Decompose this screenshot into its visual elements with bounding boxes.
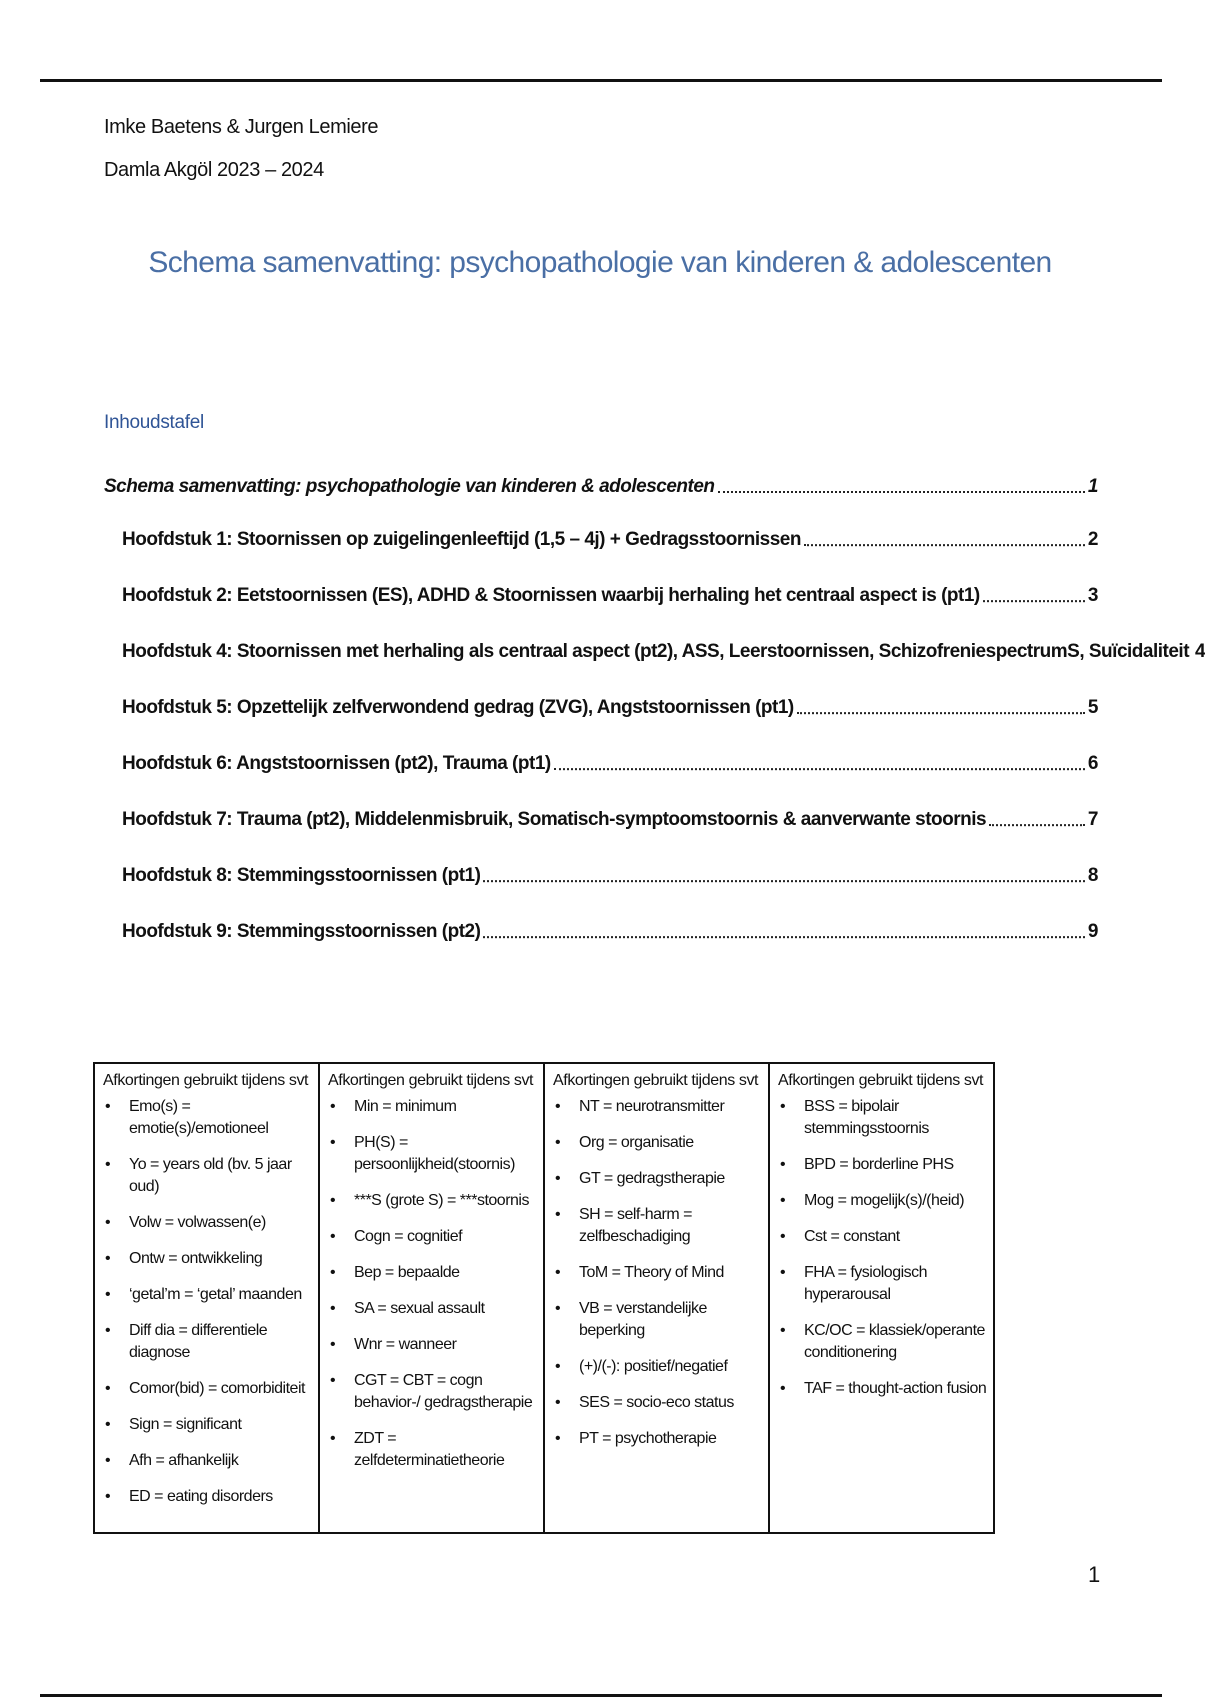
toc-entry[interactable] [104, 635, 1205, 664]
toc-entry[interactable] [104, 915, 1098, 944]
toc-entry[interactable] [104, 470, 1098, 498]
toc-entry-page: 6 [1087, 752, 1098, 775]
abbreviation-item: • Cst = constant [778, 1226, 987, 1248]
abbreviation-item: • (+)/(-): positief/negatief [553, 1356, 762, 1378]
abbreviation-item: • Yo = years old (bv. 5 jaar oud) [103, 1154, 312, 1198]
author-names: Imke Baetens & Jurgen Lemiere [104, 116, 379, 138]
toc-entry[interactable] [104, 747, 1098, 776]
toc-entry-label: Hoofdstuk 8: Stemmingsstoornissen (pt1) [122, 864, 481, 887]
abbreviations-title: Afkortingen gebruikt tijdens svt [103, 1072, 309, 1089]
abbreviations-column [94, 1063, 319, 1533]
abbreviation-item: • VB = verstandelijke beperking [553, 1298, 762, 1342]
abbreviation-item: • SH = self-harm = zelfbeschadiging [553, 1204, 762, 1248]
toc-entry-page: 5 [1087, 696, 1098, 719]
abbreviations-title: Afkortingen gebruikt tijdens svt [553, 1072, 759, 1089]
toc-entry-label: Schema samenvatting: psychopathologie van kinderen & adolescenten [104, 476, 715, 497]
abbreviation-item: • CGT = CBT = cogn behavior-/ gedragstherapie [328, 1370, 537, 1414]
abbreviation-item: • PH(S) = persoonlijkheid(stoornis) [328, 1132, 537, 1176]
toc-entry-page: 4 [1195, 640, 1205, 663]
abbreviation-item: • ***S (grote S) = ***stoornis [328, 1190, 537, 1212]
abbreviations-column [544, 1063, 769, 1533]
toc-entry-label: Hoofdstuk 1: Stoornissen op zuigelingenleeftijd (1,5 – 4j) + Gedragsstoornissen [122, 528, 801, 551]
abbreviation-item: • Sign = significant [103, 1414, 312, 1436]
toc-entry-label: Hoofdstuk 6: Angststoornissen (pt2), Trauma (pt1) [122, 752, 551, 775]
toc-entry-label: Hoofdstuk 5: Opzettelijk zelfverwondend gedrag (ZVG), Angststoornissen (pt1) [122, 696, 794, 719]
abbreviations-list [553, 1096, 762, 1450]
author-block [104, 106, 378, 192]
abbreviations-table [93, 1062, 995, 1534]
abbreviations-list [103, 1096, 312, 1508]
abbreviation-item: • SES = socio-eco status [553, 1392, 762, 1414]
bottom-rule [40, 1694, 1162, 1697]
toc-entry[interactable] [104, 691, 1098, 720]
toc-entry[interactable] [104, 523, 1098, 552]
abbreviation-item: • GT = gedragstherapie [553, 1168, 762, 1190]
table-of-contents [104, 470, 1205, 971]
abbreviations-row [94, 1063, 994, 1533]
toc-dot-leader [483, 935, 1085, 938]
abbreviation-item: • TAF = thought-action fusion [778, 1378, 987, 1400]
abbreviation-item: • NT = neurotransmitter [553, 1096, 762, 1118]
toc-dot-leader [554, 767, 1085, 770]
abbreviation-item: • ToM = Theory of Mind [553, 1262, 762, 1284]
toc-entry[interactable] [104, 579, 1098, 608]
top-rule [40, 79, 1162, 82]
toc-entry-label: Hoofdstuk 2: Eetstoornissen (ES), ADHD & Stoornissen waarbij herhaling het centraal aspect is (pt1) [122, 584, 980, 607]
abbreviation-item: • Org = organisatie [553, 1132, 762, 1154]
abbreviation-item: • Wnr = wanneer [328, 1334, 537, 1356]
abbreviations-title: Afkortingen gebruikt tijdens svt [328, 1072, 534, 1089]
abbreviation-item: • Afh = afhankelijk [103, 1450, 312, 1472]
abbreviation-item: • FHA = fysiologisch hyperarousal [778, 1262, 987, 1306]
abbreviation-item: • PT = psychotherapie [553, 1428, 762, 1450]
abbreviation-item: • Min = minimum [328, 1096, 537, 1118]
abbreviations-title: Afkortingen gebruikt tijdens svt [778, 1072, 984, 1089]
abbreviation-item: • ED = eating disorders [103, 1486, 312, 1508]
abbreviations-list [328, 1096, 537, 1472]
toc-entry-page: 3 [1087, 584, 1098, 607]
student-and-year: Damla Akgöl 2023 – 2024 [104, 159, 324, 181]
abbreviations-column [769, 1063, 994, 1533]
abbreviation-item: • Comor(bid) = comorbiditeit [103, 1378, 312, 1400]
abbreviation-item: • SA = sexual assault [328, 1298, 537, 1320]
abbreviation-item: • BPD = borderline PHS [778, 1154, 987, 1176]
abbreviation-item: • Mog = mogelijk(s)/(heid) [778, 1190, 987, 1212]
toc-entry-label: Hoofdstuk 7: Trauma (pt2), Middelenmisbruik, Somatisch-symptoomstoornis & aanverwante stoornis [122, 808, 987, 831]
abbreviation-item: • Ontw = ontwikkeling [103, 1248, 312, 1270]
abbreviation-item: • BSS = bipolair stemmingsstoornis [778, 1096, 987, 1140]
toc-entry-label: Hoofdstuk 4: Stoornissen met herhaling als centraal aspect (pt2), ASS, Leerstoornissen, SchizofreniespectrumS, Suïcidaliteit [122, 640, 1190, 663]
toc-dot-leader [718, 490, 1085, 493]
toc-heading: Inhoudstafel [104, 412, 204, 433]
document-title: Schema samenvatting: psychopathologie van kinderen & adolescenten [148, 246, 1052, 279]
abbreviations-column [319, 1063, 544, 1533]
abbreviation-item: • ZDT = zelfdeterminatietheorie [328, 1428, 537, 1472]
toc-dot-leader [804, 543, 1085, 546]
abbreviation-item: • Bep = bepaalde [328, 1262, 537, 1284]
toc-entry-page: 7 [1087, 808, 1098, 831]
toc-entry[interactable] [104, 859, 1098, 888]
toc-entry-label: Hoofdstuk 9: Stemmingsstoornissen (pt2) [122, 920, 481, 943]
toc-dot-leader [983, 599, 1085, 602]
abbreviation-item: • ‘getal’m = ‘getal’ maanden [103, 1284, 312, 1306]
toc-entry-page: 2 [1087, 528, 1098, 551]
abbreviations-list [778, 1096, 987, 1400]
abbreviation-item: • Cogn = cognitief [328, 1226, 537, 1248]
page-number: 1 [1088, 1562, 1101, 1587]
toc-entry[interactable] [104, 803, 1098, 832]
toc-entry-page: 1 [1087, 476, 1098, 497]
abbreviation-item: • Diff dia = differentiele diagnose [103, 1320, 312, 1364]
toc-dot-leader [797, 711, 1085, 714]
toc-dot-leader [989, 823, 1085, 826]
abbreviation-item: • Emo(s) = emotie(s)/emotioneel [103, 1096, 312, 1140]
toc-entry-page: 8 [1087, 864, 1098, 887]
toc-entry-page: 9 [1087, 920, 1098, 943]
abbreviation-item: • KC/OC = klassiek/operante conditionering [778, 1320, 987, 1364]
toc-dot-leader [483, 879, 1085, 882]
abbreviation-item: • Volw = volwassen(e) [103, 1212, 312, 1234]
